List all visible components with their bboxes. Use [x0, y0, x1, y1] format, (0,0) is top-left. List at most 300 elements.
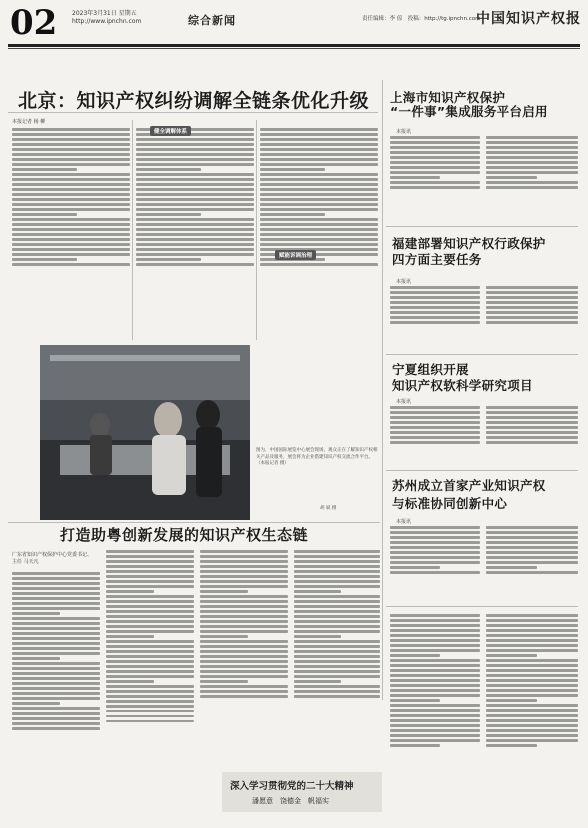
website-url[interactable]: http://www.ipnchn.com	[72, 18, 142, 25]
divider	[8, 112, 378, 113]
text-line	[12, 642, 100, 645]
text-line	[260, 153, 378, 156]
text-line	[106, 575, 194, 578]
text-line	[486, 171, 578, 174]
gd-col-1	[12, 570, 100, 812]
text-line	[200, 635, 248, 638]
text-line	[294, 565, 380, 568]
text-line	[260, 208, 378, 211]
col-rule	[132, 120, 133, 340]
ningxia-col-1	[390, 404, 480, 466]
text-line	[106, 605, 194, 608]
text-line	[136, 243, 254, 246]
text-line	[260, 128, 378, 131]
header-rule-thin	[8, 48, 580, 49]
photo-caption: 图为，中国国际展览中心展会现场，观众正在了解知识产权相关产品及服务，展会将为企业搭建知识产权交流合作平台。（本报记者 摄）	[256, 448, 378, 467]
masthead-logo: 中国知识产权报	[476, 11, 581, 27]
text-line	[260, 198, 378, 201]
text-line	[12, 677, 100, 680]
text-line	[390, 406, 480, 409]
text-line	[390, 639, 480, 642]
text-line	[200, 670, 288, 673]
fujian-col-1	[390, 284, 480, 350]
text-line	[486, 644, 578, 647]
text-line	[12, 602, 100, 605]
text-line	[12, 213, 77, 216]
text-line	[136, 153, 254, 156]
text-line	[390, 176, 440, 179]
suzhou-headline-1: 苏州成立首家产业知识产权	[392, 478, 546, 493]
text-line	[200, 660, 288, 663]
text-line	[486, 551, 578, 554]
text-line	[390, 436, 480, 439]
text-line	[486, 296, 578, 299]
divider	[386, 354, 578, 355]
text-line	[106, 655, 194, 658]
text-line	[486, 734, 578, 737]
text-line	[294, 610, 380, 613]
text-line	[12, 637, 100, 640]
text-line	[260, 178, 378, 181]
ningxia-byline: 本报讯	[396, 399, 412, 405]
text-line	[486, 654, 537, 657]
text-line	[12, 687, 100, 690]
text-line	[260, 243, 378, 246]
text-line	[106, 700, 194, 703]
text-line	[12, 188, 130, 191]
text-line	[136, 203, 254, 206]
text-line	[486, 146, 578, 149]
divider	[386, 470, 578, 471]
photo-image	[40, 345, 250, 520]
text-line	[12, 657, 60, 660]
text-line	[200, 625, 288, 628]
text-line	[390, 704, 480, 707]
text-line	[486, 694, 578, 697]
text-line	[390, 556, 480, 559]
text-line	[200, 565, 288, 568]
text-line	[106, 685, 194, 688]
text-line	[12, 183, 130, 186]
text-line	[200, 650, 288, 653]
text-line	[486, 714, 578, 717]
text-line	[260, 148, 378, 151]
text-line	[106, 590, 154, 593]
text-line	[12, 153, 130, 156]
text-line	[486, 546, 578, 549]
text-line	[12, 193, 130, 196]
text-line	[12, 253, 130, 256]
text-line	[486, 536, 578, 539]
ningxia-headline-1: 宁夏组织开展	[392, 362, 469, 377]
text-line	[106, 600, 194, 603]
text-line	[136, 183, 254, 186]
text-line	[106, 645, 194, 648]
text-line	[136, 263, 254, 266]
text-line	[390, 674, 480, 677]
text-line	[294, 630, 380, 633]
text-line	[390, 664, 480, 667]
text-line	[390, 171, 480, 174]
text-line	[486, 406, 578, 409]
text-line	[260, 238, 378, 241]
text-line	[106, 625, 194, 628]
text-line	[200, 575, 288, 578]
text-line	[200, 645, 288, 648]
text-line	[200, 620, 288, 623]
text-line	[136, 218, 254, 221]
divider	[386, 606, 578, 607]
gd-col-3	[200, 548, 288, 770]
text-line	[260, 223, 378, 226]
text-line	[106, 560, 194, 563]
text-line	[390, 724, 480, 727]
text-line	[12, 148, 130, 151]
text-line	[12, 607, 100, 610]
text-line	[12, 587, 100, 590]
main-col-3	[260, 126, 378, 338]
text-line	[486, 316, 578, 319]
text-line	[12, 203, 130, 206]
text-line	[106, 570, 194, 573]
text-line	[294, 570, 380, 573]
shanghai-headline-2: “一件事”集成服务平台启用	[390, 104, 548, 119]
text-line	[200, 610, 288, 613]
text-line	[136, 208, 254, 211]
text-line	[390, 649, 480, 652]
text-line	[486, 704, 578, 707]
text-line	[486, 166, 578, 169]
text-line	[136, 168, 201, 171]
ningxia-col-2	[486, 404, 578, 466]
text-line	[12, 682, 100, 685]
text-line	[12, 243, 130, 246]
text-line	[260, 183, 378, 186]
text-line	[200, 600, 288, 603]
text-line	[12, 722, 100, 725]
subhead-badge-2: 赋能诉调治理	[275, 250, 316, 260]
text-line	[294, 635, 341, 638]
text-line	[390, 634, 480, 637]
text-line	[136, 258, 201, 261]
text-line	[294, 620, 380, 623]
text-line	[12, 198, 130, 201]
text-line	[294, 650, 380, 653]
divider	[386, 226, 578, 227]
lower-right-col-1	[390, 612, 480, 812]
text-line	[486, 431, 578, 434]
text-line	[390, 546, 480, 549]
editor-line: 责任编辑：李 倞 投稿：http://tg.ipnchn.com	[362, 16, 481, 22]
text-line	[106, 720, 194, 723]
text-line	[486, 311, 578, 314]
text-line	[486, 531, 578, 534]
text-line	[390, 654, 440, 657]
text-line	[390, 679, 480, 682]
photo-credit: 胡 斌 摄	[320, 506, 337, 511]
text-line	[486, 614, 578, 617]
text-line	[260, 228, 378, 231]
text-line	[200, 665, 288, 668]
text-line	[294, 585, 380, 588]
guangdong-byline: 广东省知识产权保护中心党委书记、主任 马天凡	[12, 552, 93, 565]
text-line	[136, 158, 254, 161]
text-line	[486, 556, 578, 559]
gd-col-4	[294, 548, 380, 770]
text-line	[200, 580, 288, 583]
text-line	[12, 692, 100, 695]
text-line	[12, 158, 130, 161]
suzhou-col-2	[486, 524, 578, 600]
text-line	[12, 592, 100, 595]
text-line	[106, 555, 194, 558]
text-line	[390, 571, 480, 574]
text-line	[200, 585, 288, 588]
text-line	[486, 416, 578, 419]
text-line	[390, 551, 480, 554]
text-line	[486, 709, 578, 712]
text-line	[294, 560, 380, 563]
text-line	[106, 705, 194, 708]
shanghai-col-1	[390, 134, 480, 222]
text-line	[294, 575, 380, 578]
text-line	[12, 218, 130, 221]
text-line	[390, 141, 480, 144]
shanghai-col-2	[486, 134, 578, 222]
text-line	[294, 670, 380, 673]
text-line	[12, 223, 130, 226]
page-number: 02	[10, 3, 58, 43]
text-line	[486, 141, 578, 144]
text-line	[486, 526, 578, 529]
text-line	[260, 138, 378, 141]
text-line	[12, 647, 100, 650]
text-line	[12, 612, 60, 615]
text-line	[12, 697, 100, 700]
text-line	[260, 193, 378, 196]
text-line	[136, 173, 254, 176]
text-line	[136, 163, 254, 166]
text-line	[390, 411, 480, 414]
date-line	[72, 10, 141, 26]
text-line	[486, 744, 537, 747]
lower-right-col-2	[486, 612, 578, 812]
text-line	[486, 186, 578, 189]
header-rule	[8, 44, 580, 47]
gd-col-2	[106, 548, 194, 812]
text-line	[294, 550, 380, 553]
text-line	[486, 739, 578, 742]
text-line	[294, 600, 380, 603]
text-line	[200, 690, 288, 693]
text-line	[106, 630, 194, 633]
text-line	[12, 263, 130, 266]
text-line	[106, 665, 194, 668]
text-line	[390, 644, 480, 647]
text-line	[12, 667, 100, 670]
text-line	[486, 679, 578, 682]
text-line	[106, 620, 194, 623]
text-line	[486, 566, 537, 569]
text-line	[136, 238, 254, 241]
text-line	[486, 541, 578, 544]
text-line	[106, 585, 194, 588]
text-line	[486, 426, 578, 429]
text-line	[294, 655, 380, 658]
text-line	[260, 213, 325, 216]
text-line	[106, 580, 194, 583]
text-line	[294, 690, 380, 693]
text-line	[12, 173, 130, 176]
text-line	[390, 714, 480, 717]
text-line	[486, 151, 578, 154]
text-line	[200, 675, 288, 678]
divider	[8, 522, 380, 523]
text-line	[12, 672, 100, 675]
text-line	[390, 629, 480, 632]
text-line	[294, 665, 380, 668]
text-line	[294, 580, 380, 583]
text-line	[200, 640, 288, 643]
text-line	[390, 526, 480, 529]
text-line	[486, 729, 578, 732]
text-line	[260, 263, 378, 266]
suzhou-headline-2: 与标准协同创新中心	[392, 496, 508, 511]
text-line	[390, 624, 480, 627]
text-line	[390, 426, 480, 429]
text-line	[106, 695, 194, 698]
text-line	[12, 238, 130, 241]
text-line	[390, 566, 440, 569]
text-line	[486, 156, 578, 159]
text-line	[12, 138, 130, 141]
text-line	[106, 595, 194, 598]
text-line	[260, 233, 378, 236]
text-line	[106, 675, 194, 678]
text-line	[486, 136, 578, 139]
text-line	[260, 133, 378, 136]
text-line	[486, 659, 578, 662]
text-line	[294, 685, 380, 688]
text-line	[486, 571, 578, 574]
text-line	[12, 143, 130, 146]
text-line	[12, 248, 130, 251]
text-line	[390, 161, 480, 164]
text-line	[106, 650, 194, 653]
text-line	[12, 632, 100, 635]
text-line	[390, 431, 480, 434]
fujian-col-2	[486, 284, 578, 350]
text-line	[294, 645, 380, 648]
text-line	[106, 640, 194, 643]
text-line	[486, 301, 578, 304]
text-line	[260, 158, 378, 161]
text-line	[390, 689, 480, 692]
text-line	[390, 659, 480, 662]
text-line	[12, 258, 77, 261]
text-line	[136, 178, 254, 181]
text-line	[390, 136, 480, 139]
text-line	[486, 724, 578, 727]
text-line	[390, 156, 480, 159]
text-line	[12, 133, 130, 136]
shanghai-byline: 本报讯	[396, 129, 412, 135]
text-line	[106, 680, 154, 683]
text-line	[294, 590, 341, 593]
text-line	[12, 228, 130, 231]
text-line	[12, 622, 100, 625]
text-line	[486, 619, 578, 622]
text-line	[390, 166, 480, 169]
text-line	[390, 181, 480, 184]
text-line	[486, 436, 578, 439]
text-line	[486, 181, 578, 184]
text-line	[390, 561, 480, 564]
text-line	[390, 151, 480, 154]
text-line	[486, 161, 578, 164]
suzhou-col-1	[390, 524, 480, 600]
text-line	[294, 640, 380, 643]
text-line	[390, 719, 480, 722]
text-line	[390, 296, 480, 299]
text-line	[106, 690, 194, 693]
text-line	[486, 639, 578, 642]
text-line	[12, 582, 100, 585]
text-line	[260, 173, 378, 176]
text-line	[294, 625, 380, 628]
text-line	[390, 729, 480, 732]
text-line	[486, 624, 578, 627]
text-line	[486, 291, 578, 294]
text-line	[12, 717, 100, 720]
text-line	[294, 615, 380, 618]
text-line	[294, 605, 380, 608]
text-line	[136, 213, 201, 216]
text-line	[260, 168, 325, 171]
text-line	[12, 662, 100, 665]
text-line	[200, 555, 288, 558]
section-title: 综合新闻	[188, 14, 236, 27]
text-line	[12, 577, 100, 580]
text-line	[12, 178, 130, 181]
text-line	[106, 610, 194, 613]
main-col-1	[12, 126, 130, 338]
text-line	[12, 702, 60, 705]
news-photo	[40, 345, 250, 520]
fujian-headline-1: 福建部署知识产权行政保护	[392, 236, 546, 251]
text-line	[136, 138, 254, 141]
text-line	[486, 286, 578, 289]
text-line	[390, 421, 480, 424]
text-line	[200, 630, 288, 633]
text-line	[390, 669, 480, 672]
text-line	[294, 555, 380, 558]
text-line	[106, 565, 194, 568]
text-line	[390, 699, 440, 702]
text-line	[12, 168, 77, 171]
text-line	[294, 675, 380, 678]
text-line	[136, 223, 254, 226]
ningxia-headline-2: 知识产权软科学研究项目	[392, 378, 533, 393]
text-line	[390, 684, 480, 687]
text-line	[136, 228, 254, 231]
text-line	[106, 660, 194, 663]
text-line	[12, 208, 130, 211]
text-line	[200, 550, 288, 553]
text-line	[106, 615, 194, 618]
guangdong-headline: 打造助粤创新发展的知识产权生态链	[60, 526, 309, 544]
text-line	[486, 699, 537, 702]
